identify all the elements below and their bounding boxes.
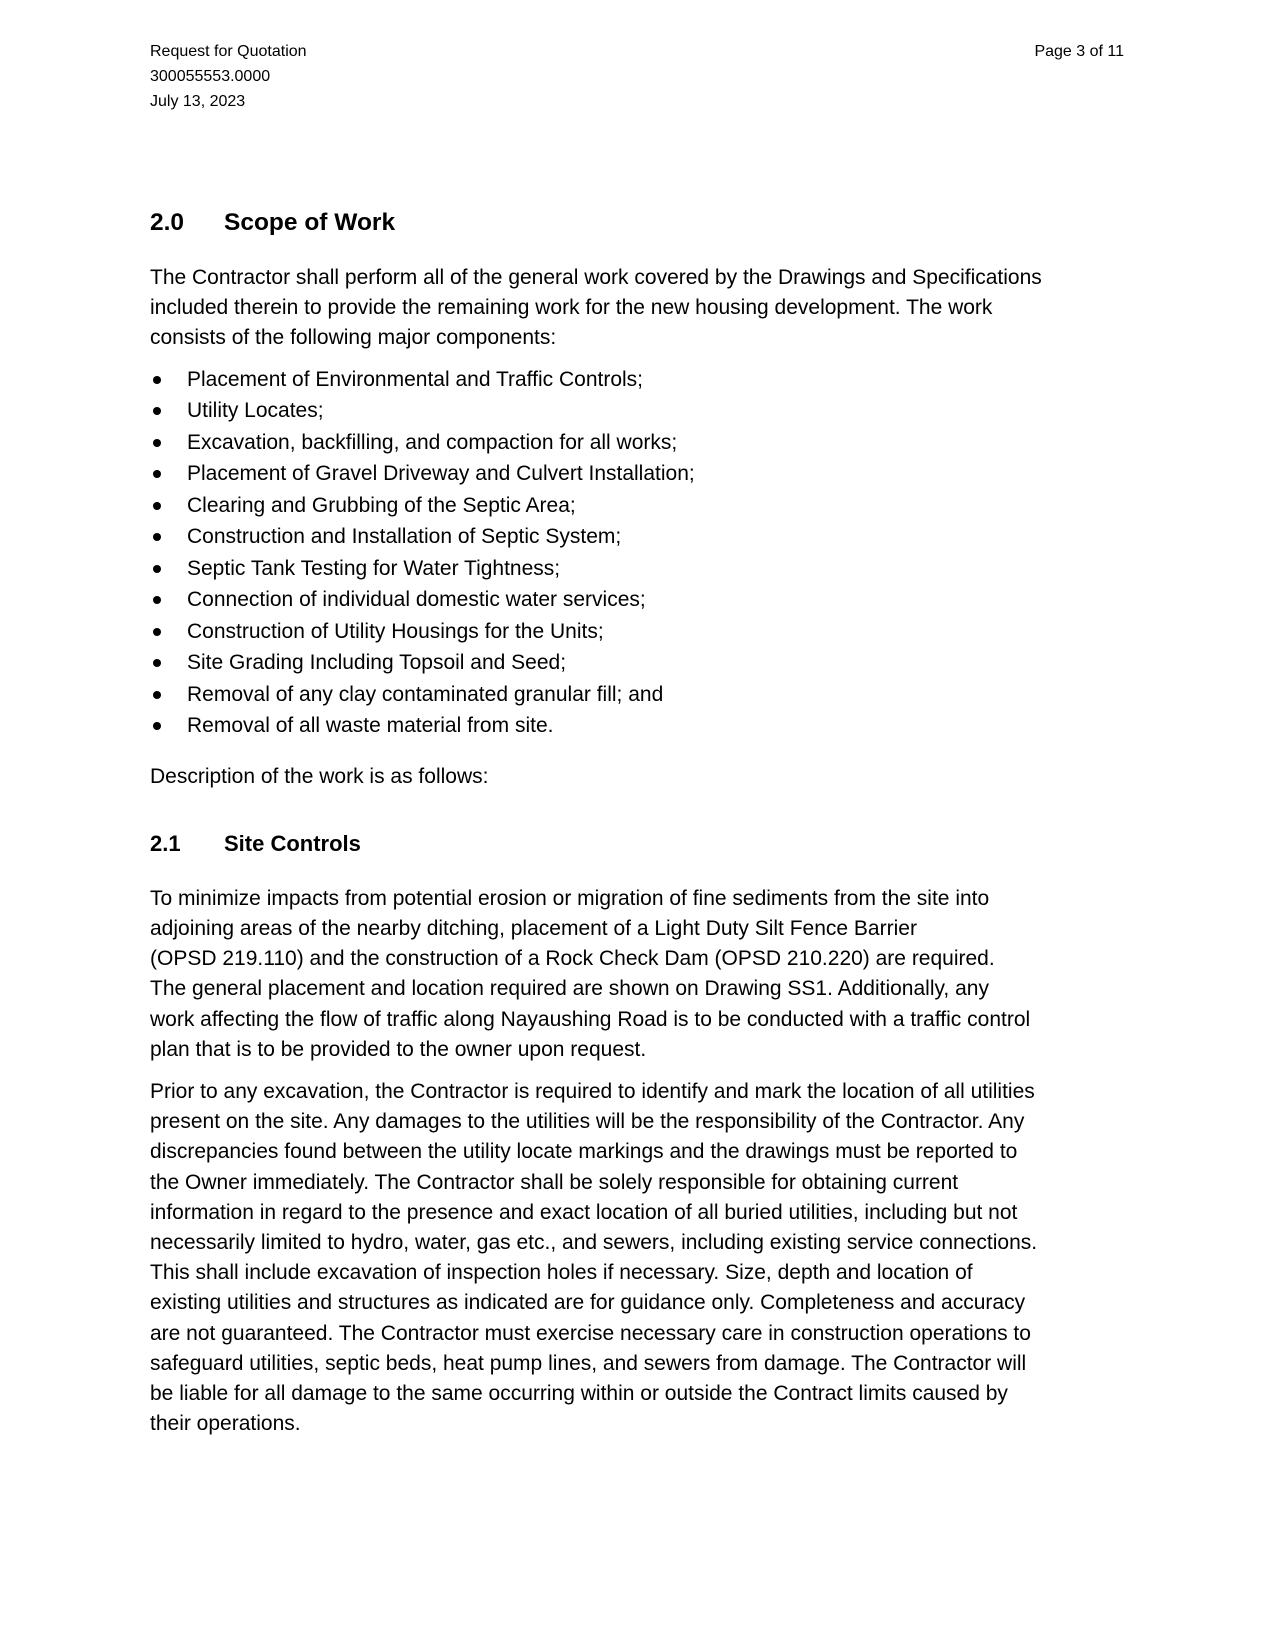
text-line: This shall include excavation of inspection holes if necessary. Size, depth and location of — [150, 1261, 973, 1285]
text-line: discrepancies found between the utility locate markings and the drawings must be reported to — [150, 1140, 1018, 1164]
text-line: safeguard utilities, septic beds, heat pump lines, and sewers from damage. The Contractor will — [150, 1351, 1027, 1375]
list-item — [150, 710, 1124, 742]
scope-components-list — [150, 364, 1124, 742]
list-item-text: Utility Locates; — [187, 399, 324, 423]
text-line: the Owner immediately. The Contractor shall be solely responsible for obtaining current — [150, 1170, 959, 1194]
bullet-icon — [153, 722, 161, 730]
bullet-icon — [153, 439, 161, 447]
scope-intro-paragraph — [150, 263, 1124, 354]
list-item — [150, 458, 1124, 490]
bullet-icon — [153, 659, 161, 667]
section-title: Site Controls — [224, 830, 361, 856]
list-item-text: Excavation, backfilling, and compaction for all works; — [187, 430, 678, 454]
list-item — [150, 647, 1124, 679]
list-item-text: Construction of Utility Housings for the Units; — [187, 619, 604, 643]
text-line: To minimize impacts from potential erosion or migration of fine sediments from the site into — [150, 886, 990, 910]
section-heading-site-controls — [150, 829, 1124, 859]
text-line: The general placement and location required are shown on Drawing SS1. Additionally, any — [150, 977, 989, 1001]
text-line: consists of the following major components: — [150, 326, 557, 350]
document-info — [150, 39, 307, 114]
list-item-text: Removal of all waste material from site. — [187, 714, 554, 738]
bullet-icon — [153, 565, 161, 573]
text-line: existing utilities and structures as indicated are for guidance only. Completeness and accuracy — [150, 1291, 1026, 1315]
list-item — [150, 364, 1124, 396]
list-item-text: Site Grading Including Topsoil and Seed; — [187, 651, 567, 675]
list-item-text: Placement of Environmental and Traffic Controls; — [187, 367, 644, 391]
bullet-icon — [153, 502, 161, 510]
bullet-icon — [153, 407, 161, 415]
list-item-text: Septic Tank Testing for Water Tightness; — [187, 556, 561, 580]
list-item — [150, 395, 1124, 427]
section-title: Scope of Work — [224, 209, 396, 236]
list-item-text: Removal of any clay contaminated granular fill; and — [187, 682, 664, 706]
list-item — [150, 521, 1124, 553]
bullet-icon — [153, 376, 161, 384]
bullet-icon — [153, 596, 161, 604]
document-body — [150, 208, 1124, 1439]
section-number: 2.0 — [150, 209, 185, 236]
text-line: be liable for all damage to the same occurring within or outside the Contract limits caused by — [150, 1382, 1008, 1406]
list-item-text: Clearing and Grubbing of the Septic Area; — [187, 493, 576, 517]
text-line: included therein to provide the remaining work for the new housing development. The work — [150, 296, 993, 320]
list-item — [150, 584, 1124, 616]
document-date: July 13, 2023 — [150, 93, 246, 110]
text-line: are not guaranteed. The Contractor must exercise necessary care in construction operations to — [150, 1321, 1031, 1345]
bullet-icon — [153, 628, 161, 636]
site-controls-paragraph-1 — [150, 884, 1124, 1065]
description-lead-in: Description of the work is as follows: — [150, 764, 489, 788]
list-item-text: Connection of individual domestic water services; — [187, 588, 646, 612]
text-line: present on the site. Any damages to the utilities will be the responsibility of the Contractor. Any — [150, 1110, 1025, 1134]
text-line: their operations. — [150, 1412, 301, 1436]
list-item — [150, 490, 1124, 522]
text-line: The Contractor shall perform all of the general work covered by the Drawings and Specifications — [150, 266, 1042, 289]
list-item-text: Construction and Installation of Septic System; — [187, 525, 622, 549]
text-line: plan that is to be provided to the owner upon request. — [150, 1037, 647, 1061]
list-item-text: Placement of Gravel Driveway and Culvert Installation; — [187, 462, 695, 486]
text-line: adjoining areas of the nearby ditching, placement of a Light Duty Silt Fence Barrier — [150, 917, 917, 941]
text-line: necessarily limited to hydro, water, gas etc., and sewers, including existing service connections. — [150, 1231, 1038, 1255]
document-number: 300055553.0000 — [150, 68, 271, 85]
document-type: Request for Quotation — [150, 43, 307, 60]
text-line: work affecting the flow of traffic along Nayaushing Road is to be conducted with a traffic control — [150, 1007, 1031, 1031]
text-line: information in regard to the presence and exact location of all buried utilities, including but not — [150, 1200, 1018, 1224]
bullet-icon — [153, 533, 161, 541]
text-line: Prior to any excavation, the Contractor is required to identify and mark the location of all utilities — [150, 1080, 1035, 1104]
list-item — [150, 427, 1124, 459]
site-controls-paragraph-2 — [150, 1077, 1124, 1439]
bullet-icon — [153, 470, 161, 478]
page-indicator: Page 3 of 11 — [1034, 43, 1124, 60]
section-number: 2.1 — [150, 830, 181, 856]
list-item — [150, 679, 1124, 711]
text-line: (OPSD 219.110) and the construction of a Rock Check Dam (OPSD 210.220) are required. — [150, 947, 995, 971]
list-item — [150, 616, 1124, 648]
list-item — [150, 553, 1124, 585]
bullet-icon — [153, 691, 161, 699]
section-heading-scope-of-work — [150, 208, 1124, 238]
